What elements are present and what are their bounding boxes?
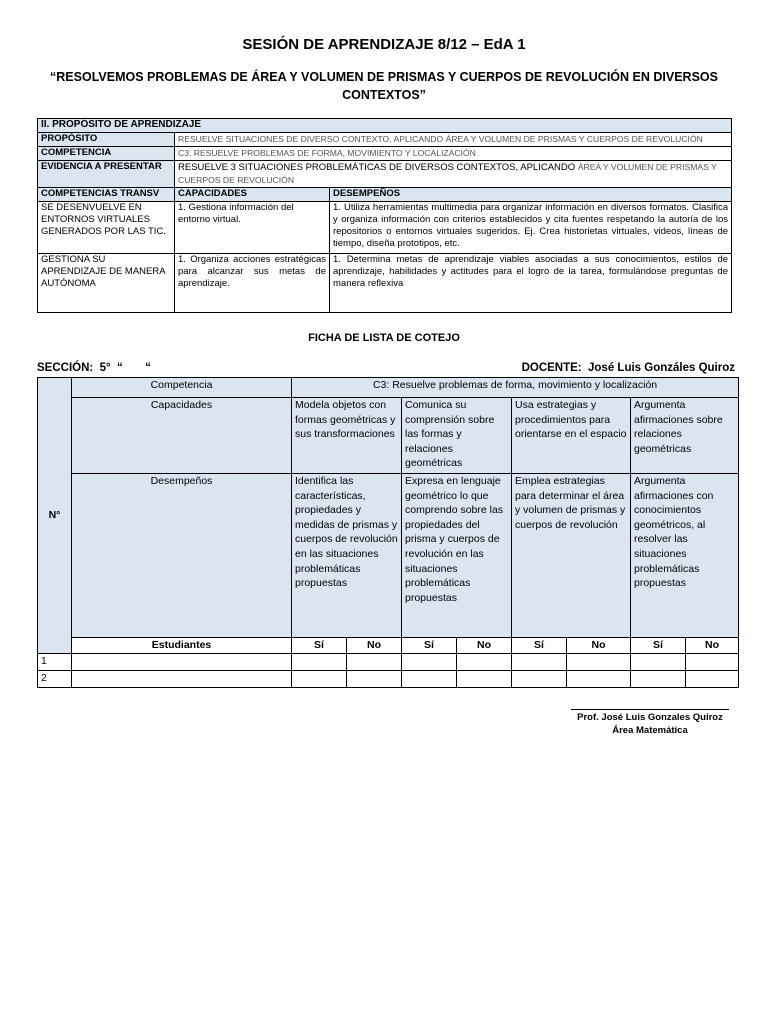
row-number: 1 [38, 653, 72, 670]
check-cell[interactable] [457, 670, 512, 687]
check-cell[interactable] [292, 670, 347, 687]
desempeno-1: Identifica las características, propiedades y medidas de prismas y cuerpos de revolución en las situaciones problemáticas propuestas [292, 474, 402, 638]
purpose-section-heading: II. PROPÓSITO DE APRENDIZAJE [38, 119, 732, 133]
check-cell[interactable] [567, 653, 631, 670]
purpose-table [37, 118, 732, 313]
capacidad-3: Usa estrategias y procedimientos para orientarse en el espacio [512, 398, 631, 474]
table-row [38, 653, 739, 670]
table-row [38, 670, 739, 687]
session-subtitle: “RESOLVEMOS PROBLEMAS DE ÁREA Y VOLUMEN DE PRISMAS Y CUERPOS DE REVOLUCIÓN EN DIVERSOS CONTEXTOS” [50, 70, 718, 102]
signature-area: Área Matemática [612, 725, 688, 736]
si-header-3: Sí [512, 638, 567, 654]
number-column-header: N° [38, 378, 72, 654]
signature-name: Prof. José Luis Gonzales Quiroz [577, 712, 723, 723]
capacidades-label: CAPACIDADES [175, 188, 330, 202]
signature-line [571, 709, 729, 710]
desempeno-2: Expresa en lenguaje geométrico lo que comprendo sobre las propiedades del prisma y cuerpos de revolución en las situaciones problemáticas propuestas [402, 474, 512, 638]
checklist-table [37, 377, 739, 688]
estudiantes-header: Estudiantes [72, 638, 292, 654]
transv-desempeno-1: 1. Utiliza herramientas multimedia para organizar información en diversos formatos. Clasifica y organiza información con criterios establecidos y cita fuentes respetando la autoría de los repositorios o entornos virtuales sugeridos. Ej. Crea historietas virtuales, videos, líneas de tiempo, diseña prototipos, etc. [330, 202, 732, 254]
transv-desempeno-2: 1. Determina metas de aprendizaje viables asociadas a sus conocimientos, estilos de aprendizaje, habilidades y actitudes para el logro de la tarea, formulándose preguntas de manera reflexiva [330, 254, 732, 313]
student-cell[interactable] [72, 653, 292, 670]
si-header-4: Sí [631, 638, 686, 654]
competencia-header: Competencia [72, 378, 292, 398]
desempeno-3: Emplea estrategias para determinar el área y volumen de prismas y cuerpos de revolución [512, 474, 631, 638]
evidencia-label: EVIDENCIA A PRESENTAR [38, 161, 175, 188]
check-cell[interactable] [402, 670, 457, 687]
checklist-title: FICHA DE LISTA DE COTEJO [308, 332, 460, 344]
check-cell[interactable] [567, 670, 631, 687]
check-cell[interactable] [347, 670, 402, 687]
si-header-2: Sí [402, 638, 457, 654]
evidencia-value-detail: ÁREA Y VOLUMEN DE PRISMAS Y CUERPOS DE REVOLUCIÓN [178, 162, 717, 185]
transv-competencia-1: SE DESENVUELVE EN ENTORNOS VIRTUALES GENERADOS POR LAS TIC. [38, 202, 175, 254]
no-header-2: No [457, 638, 512, 654]
check-cell[interactable] [686, 653, 739, 670]
capacidad-4: Argumenta afirmaciones sobre relaciones geométricas [631, 398, 739, 474]
desempenos-label: DESEMPEÑOS [330, 188, 732, 202]
transv-capacidad-2: 1. Organiza acciones estratégicas para alcanzar sus metas de aprendizaje. [175, 254, 330, 313]
check-cell[interactable] [686, 670, 739, 687]
capacidad-2: Comunica su comprensión sobre las formas y relaciones geométricas [402, 398, 512, 474]
check-cell[interactable] [292, 653, 347, 670]
check-cell[interactable] [512, 653, 567, 670]
competencia-label: COMPETENCIA [38, 147, 175, 161]
capacidad-1: Modela objetos con formas geométricas y sus transformaciones [292, 398, 402, 474]
competencia-value: C3: Resuelve problemas de forma, movimiento y localización [292, 378, 739, 398]
student-cell[interactable] [72, 670, 292, 687]
check-cell[interactable] [512, 670, 567, 687]
transv-capacidad-1: 1. Gestiona información del entorno virtual. [175, 202, 330, 254]
no-header-3: No [567, 638, 631, 654]
desempeno-4: Argumenta afirmaciones con conocimientos geométricos, al resolver las situaciones problemáticas propuestas [631, 474, 739, 638]
docente-label: DOCENTE: [521, 362, 582, 374]
check-cell[interactable] [631, 670, 686, 687]
capacidades-header: Capacidades [72, 398, 292, 474]
proposito-value: RESUELVE SITUACIONES DE DIVERSO CONTEXTO, APLICANDO ÁREA Y VOLUMEN DE PRISMAS Y CUERPOS DE REVOLUCIÓN [175, 133, 732, 147]
desempenos-header: Desempeños [72, 474, 292, 638]
seccion-label: SECCIÓN: 5° “ “ [37, 362, 151, 374]
check-cell[interactable] [457, 653, 512, 670]
proposito-label: PROPÓSITO [38, 133, 175, 147]
no-header-1: No [347, 638, 402, 654]
evidencia-value [175, 161, 732, 188]
docente-name: José Luis Gonzáles Quiroz [588, 362, 735, 374]
competencia-value: C3: RESUELVE PROBLEMAS DE FORMA, MOVIMIENTO Y LOCALIZACIÓN [175, 147, 732, 161]
no-header-4: No [686, 638, 739, 654]
check-cell[interactable] [631, 653, 686, 670]
comp-transv-label: COMPETENCIAS TRANSV [38, 188, 175, 202]
docente-line [522, 362, 735, 374]
transv-competencia-2: GESTIONA SU APRENDIZAJE DE MANERA AUTÓNOMA [38, 254, 175, 313]
check-cell[interactable] [347, 653, 402, 670]
row-number: 2 [38, 670, 72, 687]
session-title: SESIÓN DE APRENDIZAJE 8/12 – EdA 1 [242, 36, 526, 53]
evidencia-value-main: RESUELVE 3 SITUACIONES PROBLEMÁTICAS DE DIVERSOS CONTEXTOS, APLICANDO [178, 162, 578, 173]
check-cell[interactable] [402, 653, 457, 670]
si-header-1: Sí [292, 638, 347, 654]
